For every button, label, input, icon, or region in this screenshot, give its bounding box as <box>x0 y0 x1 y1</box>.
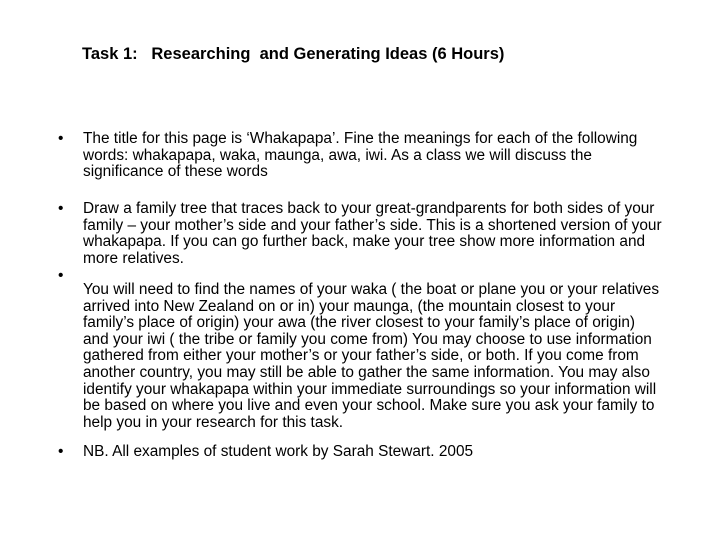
bullet-marker-empty: • <box>58 267 64 284</box>
bullet-item-whakapapa-meanings: The title for this page is ‘Whakapapa’. Fine the meanings for each of the following words: whakapapa, waka, maunga, awa, iwi. As a class we will discuss the significance of these words <box>83 130 638 181</box>
bullet-marker: • <box>58 443 64 460</box>
slide-title: Task 1: Researching and Generating Ideas (6 Hours) <box>82 45 505 63</box>
bullet-marker: • <box>58 130 64 147</box>
bullet-item-waka-maunga-awa-iwi: You will need to find the names of your waka ( the boat or plane you or your relatives arrived into New Zealand on or in) your maunga, (the mountain closest to your family’s place of origin) your awa (the river closest to your family’s place of origin) and your iwi ( the tribe or family you come from) You may choose to use information gathered from either your mother’s or your father’s side, or both. If you come from another country, you may still be able to gather the same information. You may also identify your whakapapa within your immediate surroundings so your information will be based on where you live and even your school. Make sure you ask your family to help you in your research for this task. <box>83 281 660 431</box>
bullet-marker: • <box>58 200 64 217</box>
bullet-item-attribution: NB. All examples of student work by Sarah Stewart. 2005 <box>83 443 474 460</box>
bullet-item-family-tree: Draw a family tree that traces back to your great-grandparents for both sides of your family – your mother’s side and your father’s side. This is a shortened version of your whakapapa. If you can go further back, make your tree show more information and more relatives. <box>83 200 662 267</box>
